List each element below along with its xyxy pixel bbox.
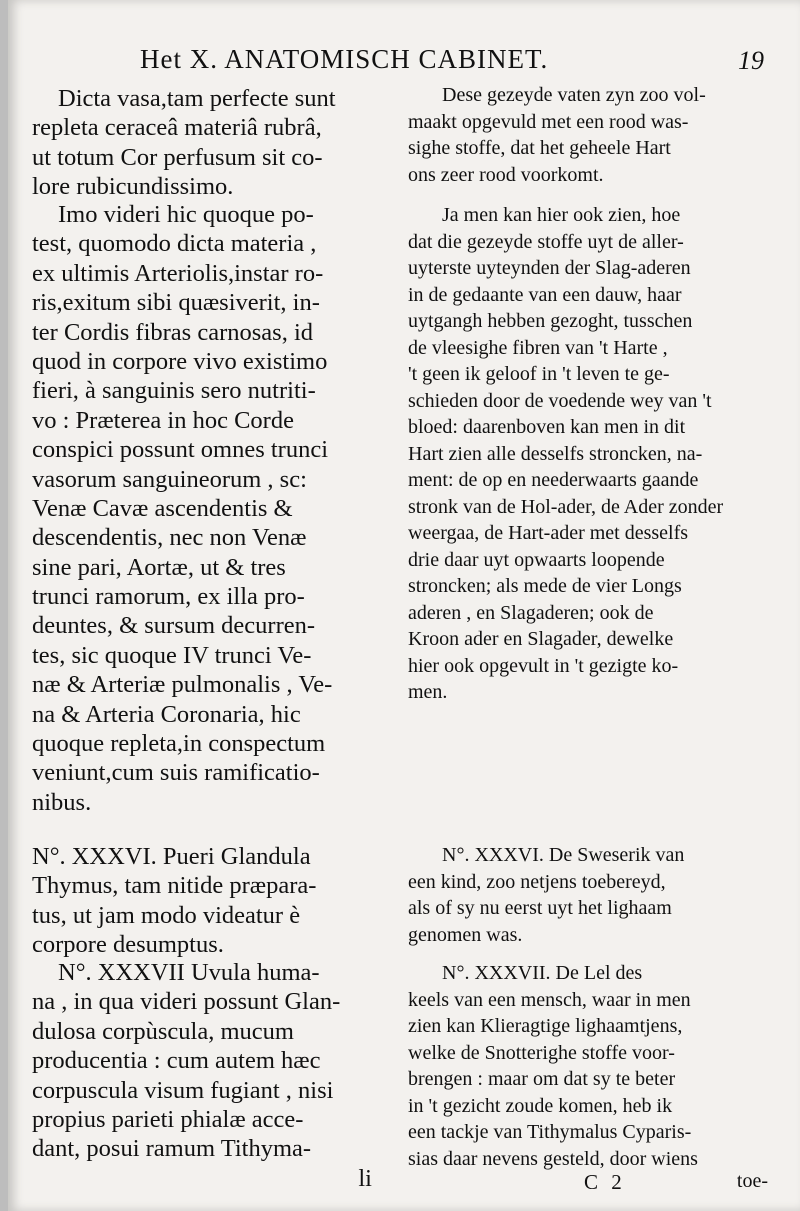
text-line: Dicta vasa,tam perfecte sunt	[58, 85, 336, 112]
text-line: Hart zien alle desselfs stroncken, na-	[408, 442, 703, 465]
latin-column	[32, 200, 392, 817]
text-line: schieden door de voedende wey van 't	[408, 389, 712, 412]
running-title: Het X. ANATOMISCH CABINET.	[140, 44, 549, 74]
text-line: als of sy nu eerst uyt het lighaam	[408, 897, 672, 919]
dutch-column	[408, 202, 780, 706]
dutch-column	[408, 960, 780, 1172]
text-line: aderen , en Slagaderen; ook de	[408, 601, 654, 624]
text-line: ons zeer rood voorkomt.	[408, 163, 604, 186]
text-line: genomen was.	[408, 923, 523, 946]
text-line: Kroon ader en Slagader, dewelke	[408, 628, 674, 650]
text-line: dant, posui ramum Tithyma-	[32, 1135, 312, 1163]
text-line: corpuscula visum fugiant , nisi	[32, 1076, 334, 1104]
text-line: lore rubicundissimo.	[32, 173, 234, 201]
dutch-paragraph-1	[408, 82, 780, 188]
dutch-column	[408, 82, 780, 188]
text-line: næ & Arteriæ pulmonalis , Ve-	[32, 671, 333, 699]
latin-column	[32, 842, 392, 960]
text-line: stronk van de Hol-ader, de Ader zonder	[408, 495, 724, 518]
text-line: keels van een mensch, waar in men	[408, 988, 691, 1011]
latin-column	[32, 958, 392, 1193]
text-line: 't geen ik geloof in 't leven te ge-	[408, 363, 670, 385]
text-line: N°. XXXVII. De Lel des	[442, 962, 643, 984]
dutch-paragraph-4	[408, 960, 780, 1172]
text-line: nibus.	[32, 788, 92, 816]
text-line: vasorum sanguineorum , sc:	[32, 465, 307, 493]
dutch-paragraph-3	[408, 842, 780, 948]
text-line: een kind, zoo netjens toebereyd,	[408, 870, 666, 893]
text-line: tus, ut jam modo videatur è	[32, 901, 301, 929]
text-line: N°. XXXVII Uvula huma-	[58, 959, 320, 986]
latin-paragraph-4	[32, 958, 392, 1193]
text-line: ter Cordis fibras carnosas, id	[32, 318, 313, 346]
text-line: sias daar nevens gesteld, door wiens	[408, 1147, 698, 1170]
text-line: brengen : maar om dat sy te beter	[408, 1068, 676, 1090]
latin-paragraph-1	[32, 84, 392, 202]
text-line: producentia : cum autem hæc	[32, 1047, 321, 1075]
text-line: trunci ramorum, ex illa pro-	[32, 583, 305, 611]
text-line: quoque repleta,in conspectum	[32, 730, 326, 758]
text-line: propius parieti phialæ acce-	[32, 1105, 304, 1133]
text-line: Dese gezeyde vaten zyn zoo vol-	[442, 84, 706, 106]
text-line: deuntes, & sursum decurren-	[32, 612, 316, 640]
text-line: vo : Præterea in hoc Corde	[32, 406, 294, 434]
text-line: uytgangh hebben gezoght, tusschen	[408, 310, 693, 332]
latin-paragraph-2	[32, 200, 392, 817]
book-page	[8, 0, 800, 1211]
page-number: 19	[738, 46, 764, 75]
text-line: uyterste uyteynden der Slag-aderen	[408, 257, 691, 279]
text-line: stroncken; als mede de vier Longs	[408, 575, 682, 597]
text-line: na , in qua videri possunt Glan-	[32, 988, 341, 1016]
text-line: Venæ Cavæ ascendentis &	[32, 494, 293, 522]
signature-mark: C 2	[584, 1170, 626, 1194]
page-header	[8, 44, 800, 80]
text-line: hier ook opgevult in 't gezigte ko-	[408, 654, 679, 677]
text-line: veniunt,cum suis ramificatio-	[32, 759, 320, 787]
text-line: in de gedaante van een dauw, haar	[408, 283, 682, 306]
text-line: ut totum Cor perfusum sit co-	[32, 143, 323, 171]
text-line: dat die gezeyde stoffe uyt de aller-	[408, 230, 684, 253]
text-line: zien kan Klieragtige lighaamtjens,	[408, 1015, 683, 1037]
text-line: ment: de op en neederwaarts gaande	[408, 469, 699, 491]
text-line: ex ultimis Arteriolis,instar ro-	[32, 259, 324, 287]
text-line: na & Arteria Coronaria, hic	[32, 700, 301, 728]
text-line: quod in corpore vivo existimo	[32, 347, 328, 375]
text-line: test, quomodo dicta materia ,	[32, 230, 317, 258]
text-line: drie daar uyt opwaarts loopende	[408, 548, 665, 571]
text-line: sighe stoffe, dat het geheele Hart	[408, 137, 671, 159]
text-line: li	[358, 1164, 372, 1192]
text-line: ris,exitum sibi quæsiverit, in-	[32, 289, 320, 317]
text-line: een tackje van Tithymalus Cyparis-	[408, 1121, 692, 1143]
dutch-column	[408, 842, 780, 948]
text-line: conspici possunt omnes trunci	[32, 436, 329, 464]
latin-column	[32, 84, 392, 202]
dutch-paragraph-2	[408, 202, 780, 706]
text-line: N°. XXXVI. De Sweserik van	[442, 844, 685, 866]
text-line: repleta ceraceâ materiâ rubrâ,	[32, 114, 322, 142]
text-line: welke de Snotterighe stoffe voor-	[408, 1041, 675, 1064]
latin-paragraph-3	[32, 842, 392, 960]
text-line: N°. XXXVI. Pueri Glandula	[32, 843, 311, 870]
text-line: maakt opgevuld met een rood was-	[408, 110, 689, 133]
text-line: tes, sic quoque IV trunci Ve-	[32, 641, 312, 669]
text-line: men.	[408, 681, 448, 703]
text-line: Imo videri hic quoque po-	[58, 201, 314, 228]
text-line: in 't gezicht zoude komen, heb ik	[408, 1094, 673, 1117]
text-line: bloed: daarenboven kan men in dit	[408, 416, 686, 438]
text-line: fieri, à sanguinis sero nutriti-	[32, 377, 316, 405]
text-line: descendentis, nec non Venæ	[32, 524, 307, 552]
text-line: sine pari, Aortæ, ut & tres	[32, 553, 286, 581]
text-line: dulosa corpùscula, mucum	[32, 1017, 294, 1045]
text-line: corpore desumptus.	[32, 931, 224, 959]
text-line: weergaa, de Hart-ader met desselfs	[408, 522, 689, 544]
text-line: de vleesighe fibren van 't Harte ,	[408, 336, 668, 359]
text-line: Thymus, tam nitide præpara-	[32, 872, 317, 900]
catchword: toe-	[736, 1170, 768, 1192]
text-line: Ja men kan hier ook zien, hoe	[442, 204, 681, 226]
